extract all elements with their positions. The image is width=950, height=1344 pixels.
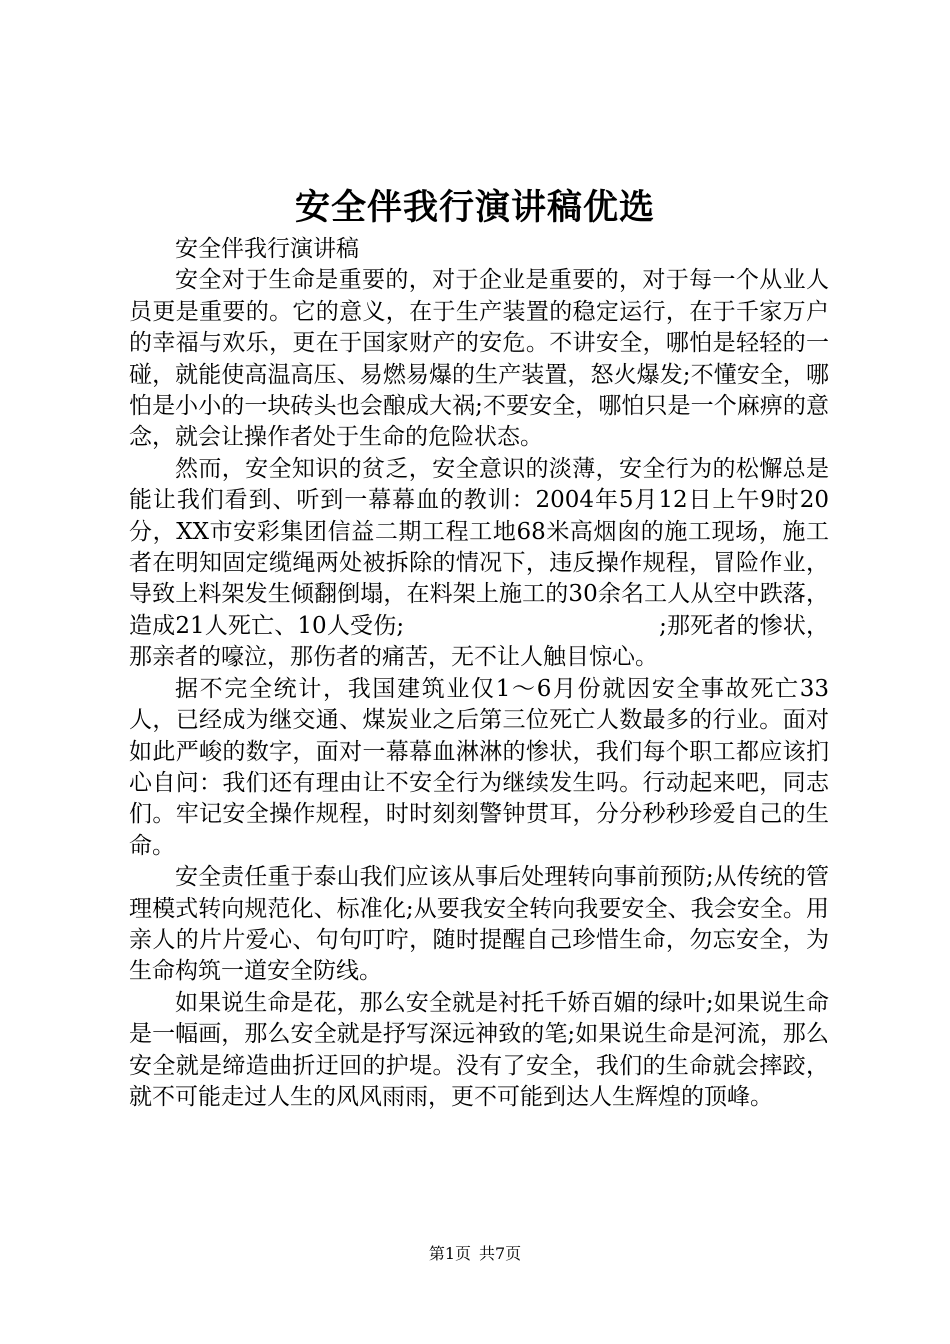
paragraph-4: 安全责任重于泰山我们应该从事后处理转向事前预防;从传统的管理模式转向规范化、标准化;从要我安全转向我要安全、我会安全。用亲人的片片爱心、句句叮咛，随时提醒自己珍惜生命，勿忘安全，为生命构筑一道安全防线。 [129, 864, 829, 985]
page-footer [0, 1243, 950, 1265]
page-total: 共7页 [479, 1244, 522, 1263]
paragraph-3: 据不完全统计，我国建筑业仅1～6月份就因安全事故死亡33人，已经成为继交通、煤炭业之后第三位死亡人数最多的行业。面对如此严峻的数字，面对一幕幕血淋淋的惨状，我们每个职工都应该扪心自问：我们还有理由让不安全行为继续发生吗。行动起来吧，同志们。牢记安全操作规程，时时刻刻警钟贯耳，分分秒秒珍爱自己的生命。 [129, 675, 829, 859]
paragraph-5: 如果说生命是花，那么安全就是衬托千娇百媚的绿叶;如果说生命是一幅画，那么安全就是抒写深远神致的笔;如果说生命是河流，那么安全就是缔造曲折迂回的护堤。没有了安全，我们的生命就会摔跤，就不可能走过人生的风风雨雨，更不可能到达人生辉煌的顶峰。 [129, 989, 829, 1110]
document-title: 安全伴我行演讲稿优选 [294, 187, 655, 228]
paragraph-1: 安全对于生命是重要的，对于企业是重要的，对于每一个从业人员更是重要的。它的意义，在于生产装置的稳定运行，在于千家万户的幸福与欢乐，更在于国家财产的安危。不讲安全，哪怕是轻轻的一碰，就能使高温高压、易燃易爆的生产装置，怒火爆发;不懂安全，哪怕是小小的一块砖头也会酿成大祸;不要安全，哪怕只是一个麻痹的意念，就会让操作者处于生命的危险状态。 [129, 267, 829, 451]
paragraph-2: 然而，安全知识的贫乏，安全意识的淡薄，安全行为的松懈总是能让我们看到、听到一幕幕血的教训：2004年5月12日上午9时20分，XX市安彩集团信益二期工程工地68米高烟囱的施工现场，施工者在明知固定缆绳两处被拆除的情况下，违反操作规程，冒险作业，导致上料架发生倾翻倒塌，在料架上施工的30余名工人从空中跌落，造成21人死亡、10人受伤; ;那死者的惨状，那亲者的嚎泣，那伤者的痛苦，无不让人触目惊心。 [129, 455, 829, 671]
document-body [129, 234, 829, 1113]
page-number: 第1页 [428, 1244, 471, 1263]
paragraph-subtitle: 安全伴我行演讲稿 [175, 236, 359, 262]
